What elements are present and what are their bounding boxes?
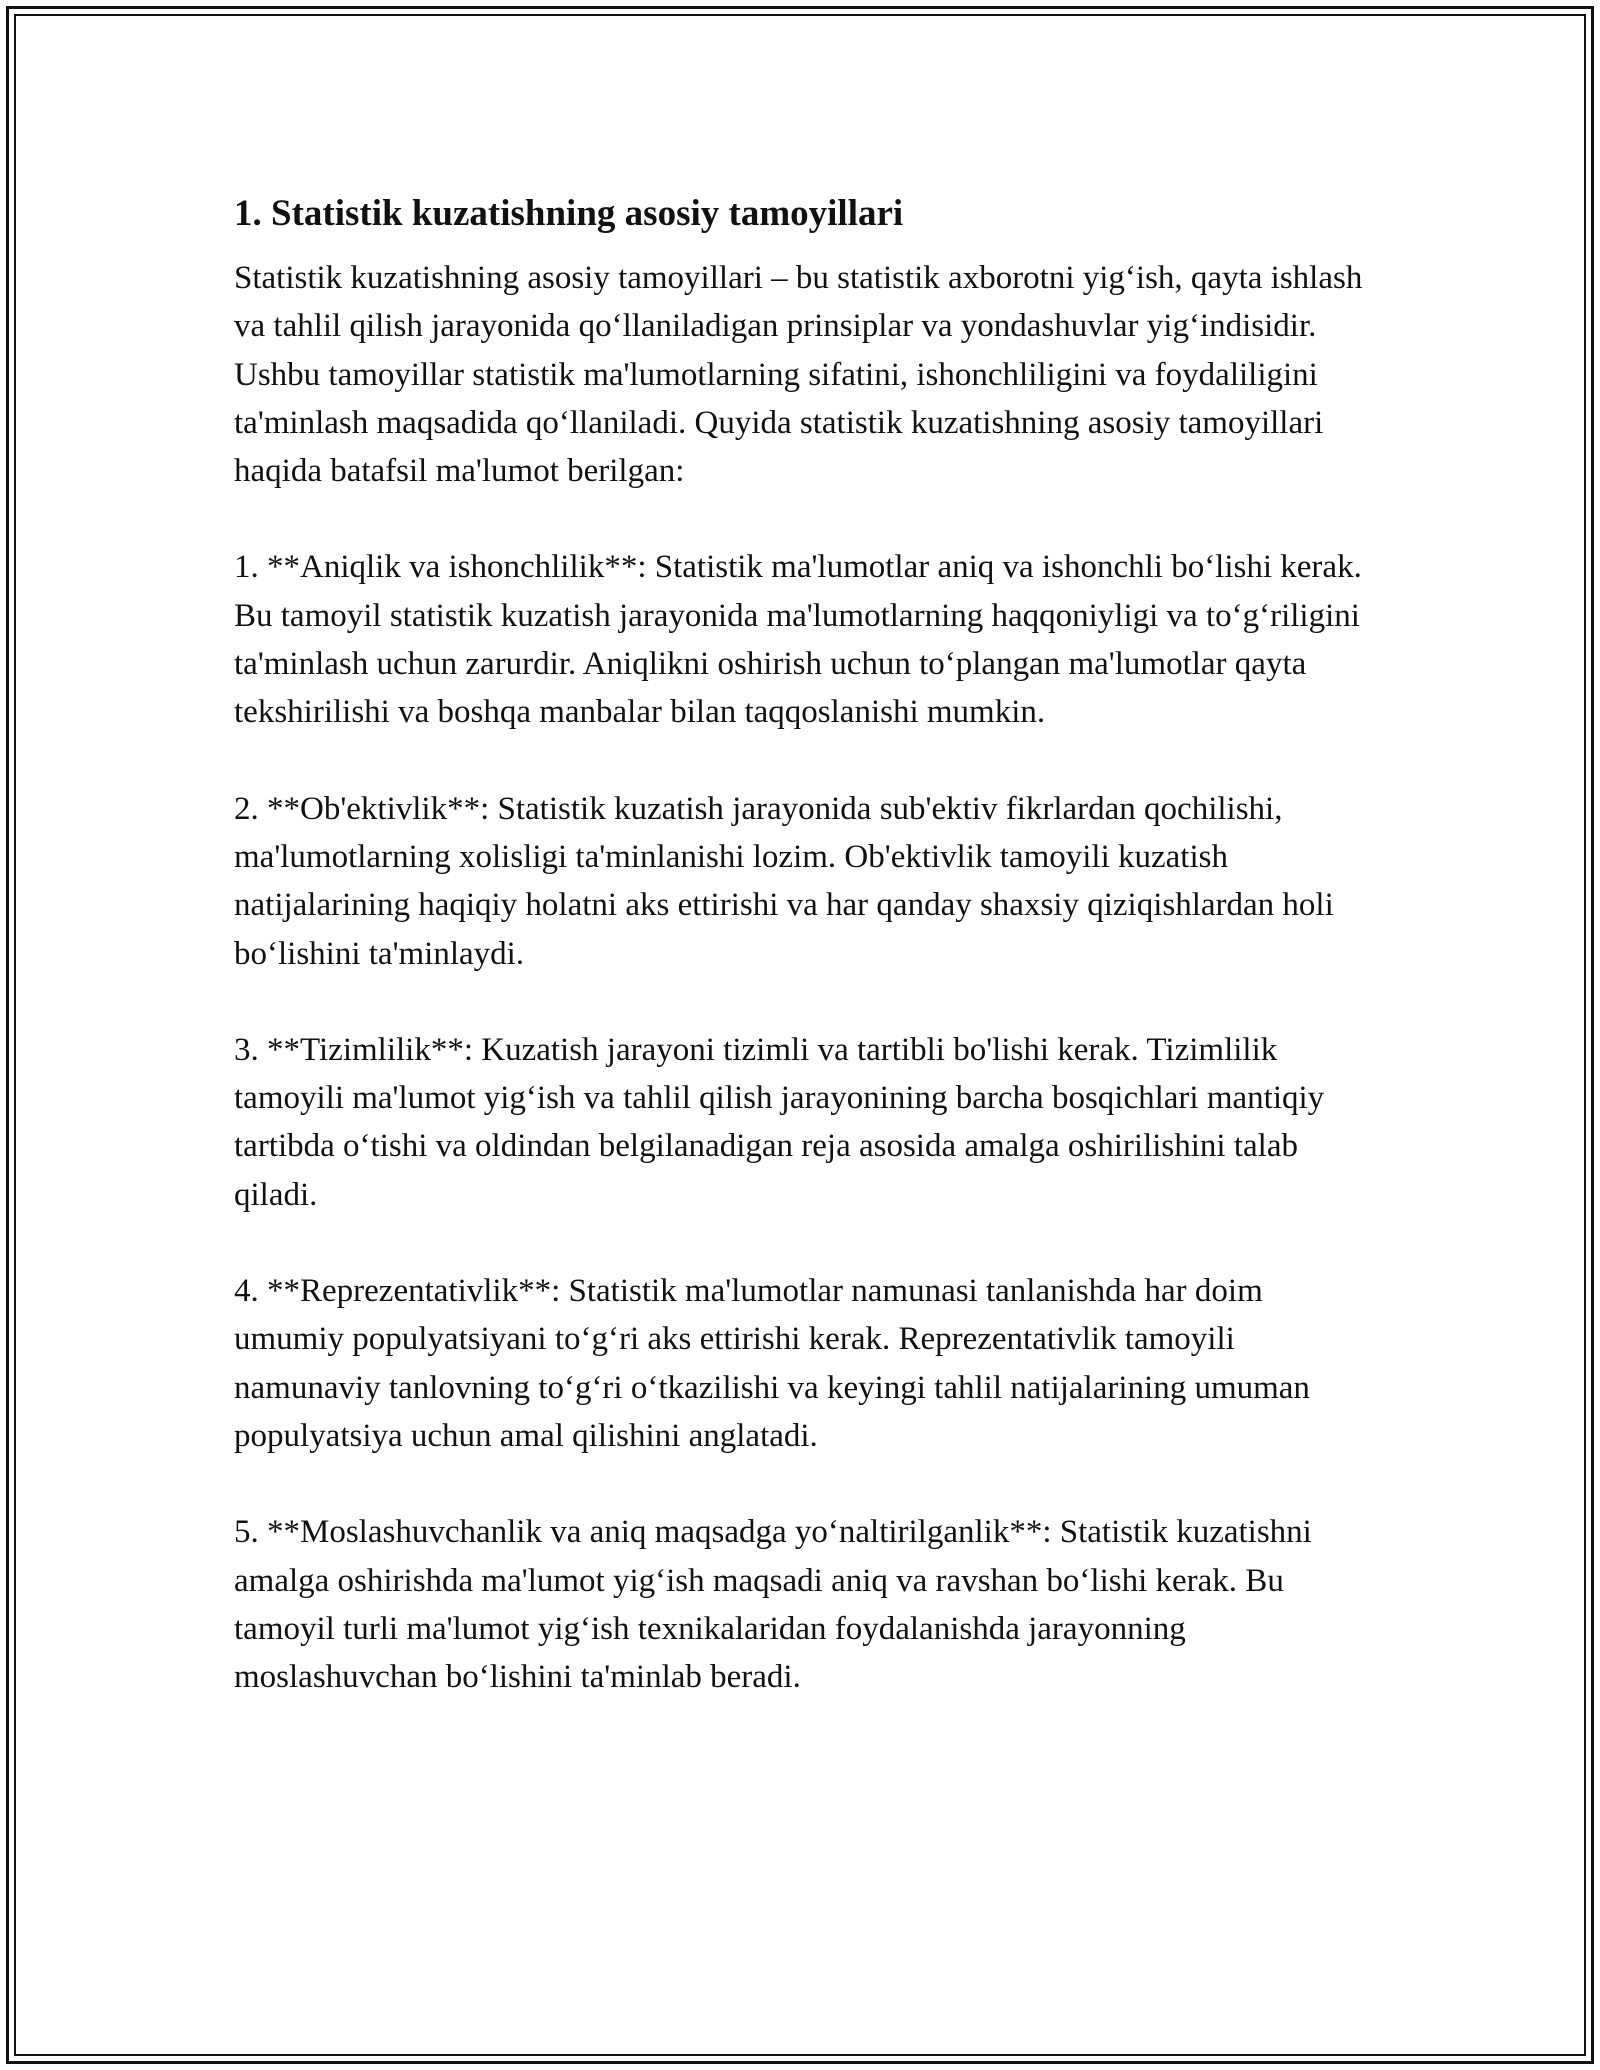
document-body bbox=[234, 188, 1364, 1749]
principle-representativeness-paragraph: 4. **Reprezentativlik**: Statistik ma'lumotlar namunasi tanlanishda har doim umumiy populyatsiyani to‘g‘ri aks ettirishi kerak. Reprezentativlik tamoyili namunaviy tanlovning to‘g‘ri o‘tkazilishi va keyingi tahlil natijalarining umuman populyatsiya uchun amal qilishini anglatadi. bbox=[234, 1273, 1310, 1454]
principle-systematicity-paragraph: 3. **Tizimlilik**: Kuzatish jarayoni tizimli va tartibli bo'lishi kerak. Tizimlilik tamoyili ma'lumot yig‘ish va tahlil qilish jarayonining barcha bosqichlari mantiqiy tartibda o‘tishi va oldindan belgilanadigan reja asosida amalga oshirilishini talab qiladi. bbox=[234, 1031, 1325, 1213]
principle-flexibility-paragraph: 5. **Moslashuvchanlik va aniq maqsadga yo‘naltirilganlik**: Statistik kuzatishni amalga oshirishda ma'lumot yig‘ish maqsadi aniq va ravshan bo‘lishi kerak. Bu tamoyil turli ma'lumot yig‘ish texnikalaridan foydalanishda jarayonning moslashuvchan bo‘lishini ta'minlab beradi. bbox=[234, 1514, 1312, 1696]
principle-accuracy-paragraph: 1. **Aniqlik va ishonchlilik**: Statistik ma'lumotlar aniq va ishonchli bo‘lishi kerak. Bu tamoyil statistik kuzatish jarayonida ma'lumotlarning haqqoniyligi va to‘g‘riligini ta'minlash uchun zarurdir. Aniqlikni oshirish uchun to‘plangan ma'lumotlar qayta tekshirilishi va boshqa manbalar bilan taqqoslanishi mumkin. bbox=[234, 549, 1362, 731]
principle-objectivity-paragraph: 2. **Ob'ektivlik**: Statistik kuzatish jarayonida sub'ektiv fikrlardan qochilishi, ma'lumotlarning xolisligi ta'minlanishi lozim. Ob'ektivlik tamoyili kuzatish natijalarining haqiqiy holatni aks ettirishi va har qanday shaxsiy qiziqishlardan holi bo‘lishini ta'minlaydi. bbox=[234, 790, 1334, 972]
page-title: 1. Statistik kuzatishning asosiy tamoyillari bbox=[234, 193, 904, 234]
intro-paragraph: Statistik kuzatishning asosiy tamoyillari – bu statistik axborotni yig‘ish, qayta ishlash va tahlil qilish jarayonida qo‘llaniladigan prinsiplar va yondashuvlar yig‘indisidir. Ushbu tamoyillar statistik ma'lumotlarning sifatini, ishonchliligini va foydaliligini ta'minlash maqsadida qo‘llaniladi. Quyida statistik kuzatishning asosiy tamoyillari haqida batafsil ma'lumot berilgan: bbox=[234, 260, 1363, 490]
